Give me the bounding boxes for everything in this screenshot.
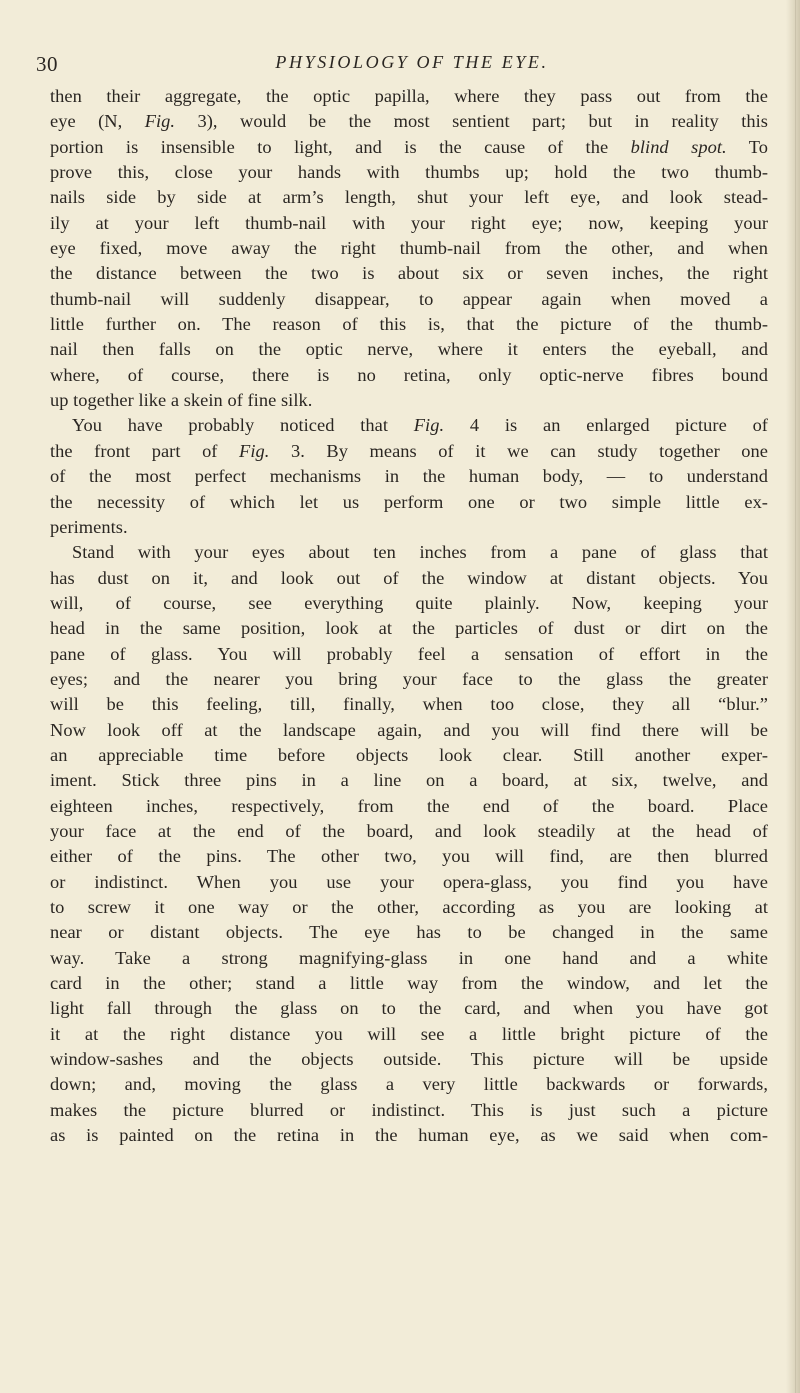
text-line: either of the pins. The other two, you will find, are then blurred <box>50 846 768 867</box>
text-line: the distance between the two is about six or seven inches, the right <box>50 263 768 284</box>
page-header <box>36 52 768 82</box>
text-line: light fall through the glass on to the card, and when you have got <box>50 998 768 1019</box>
text-line: to screw it one way or the other, according as you are looking at <box>50 897 768 917</box>
text-line: card in the other; stand a little way from the window, and let the <box>50 973 768 994</box>
text-line: will, of course, see everything quite plainly. Now, keeping your <box>50 592 768 613</box>
text-line: or indistinct. When you use your opera-glass, you find you have <box>50 871 768 892</box>
text-line: your face at the end of the board, and look steadily at the head of <box>50 820 768 841</box>
page-edge-line <box>795 0 796 1393</box>
line-text: You have probably noticed that <box>72 415 414 436</box>
line-text: the front part of <box>50 440 240 461</box>
text-line: head in the same position, look at the particles of dust or dirt on the <box>50 618 768 639</box>
blind-spot-term: blind spot. <box>630 136 727 157</box>
line-text: 4 is an enlarged picture of <box>444 415 768 436</box>
text-line: little further on. The reason of this is, that the picture of the thumb- <box>50 314 768 335</box>
text-line: periments. <box>50 516 128 537</box>
text-line: nail then falls on the optic nerve, where it enters the eyeball, and <box>50 339 768 360</box>
text-line: has dust on it, and look out of the window at distant objects. You <box>50 567 768 588</box>
text-line: eyes; and the nearer you bring your face to the glass the greater <box>50 668 768 689</box>
text-line: up together like a skein of fine silk. <box>50 390 313 411</box>
text-line: as is painted on the retina in the human eye, as we said when com- <box>50 1125 768 1146</box>
text-line: an appreciable time before objects look clear. Still another exper- <box>50 744 768 765</box>
line-text: 3), would be the most sentient part; but in reality this <box>175 111 768 132</box>
text-line: near or distant objects. The eye has to be changed in the same <box>50 922 768 943</box>
text-line: makes the picture blurred or indistinct. This is just such a picture <box>50 1099 768 1120</box>
text-line: window-sashes and the objects outside. This picture will be upside <box>50 1049 768 1070</box>
text-line: Now look off at the landscape again, and you will find there will be <box>50 719 768 740</box>
text-line <box>50 439 768 464</box>
fig-reference: Fig. <box>413 415 445 436</box>
text-line <box>50 109 768 134</box>
text-line: it at the right distance you will see a little bright picture of the <box>50 1023 768 1044</box>
text-line: nails side by side at arm’s length, shut your left eye, and look stead- <box>50 187 768 208</box>
text-line: where, of course, there is no retina, only optic-nerve fibres bound <box>50 364 768 385</box>
text-line: down; and, moving the glass a very little backwards or forwards, <box>50 1074 768 1095</box>
text-line: the necessity of which let us perform one or two simple little ex- <box>50 491 768 512</box>
fig-reference: Fig. <box>144 111 176 132</box>
fig-reference: Fig. <box>239 440 270 461</box>
text-line: will be this feeling, till, finally, when too close, they all “blur.” <box>50 694 768 715</box>
running-head: PHYSIOLOGY OF THE EYE. <box>275 52 549 72</box>
text-line: way. Take a strong magnifying-glass in one hand and a white <box>50 947 768 968</box>
text-line: eye fixed, move away the right thumb-nail from the other, and when <box>50 238 768 259</box>
text-line: prove this, close your hands with thumbs up; hold the two thumb- <box>50 162 768 183</box>
line-text: 3. By means of it we can study together one <box>269 440 769 461</box>
line-text: eye (N, <box>50 111 145 132</box>
page-edge <box>786 0 800 1393</box>
text-line: pane of glass. You will probably feel a sensation of effort in the <box>50 643 768 664</box>
line-text: portion is insensible to light, and is the cause of the <box>50 136 631 157</box>
text-line: ily at your left thumb-nail with your right eye; now, keeping your <box>50 212 768 233</box>
page-number: 30 <box>36 52 58 76</box>
body-text <box>50 84 768 1148</box>
text-line <box>50 135 768 160</box>
text-line: then their aggregate, the optic papilla, where they pass out from the <box>50 86 768 106</box>
text-line: of the most perfect mechanisms in the human body, — to understand <box>50 466 768 487</box>
text-line <box>50 413 768 438</box>
text-line: eighteen inches, respectively, from the end of the board. Place <box>50 795 768 816</box>
text-line: iment. Stick three pins in a line on a board, at six, twelve, and <box>50 770 768 791</box>
text-line: Stand with your eyes about ten inches from a pane of glass that <box>72 542 768 563</box>
text-line: thumb-nail will suddenly disappear, to appear again when moved a <box>50 288 768 309</box>
line-text: To <box>726 136 768 157</box>
